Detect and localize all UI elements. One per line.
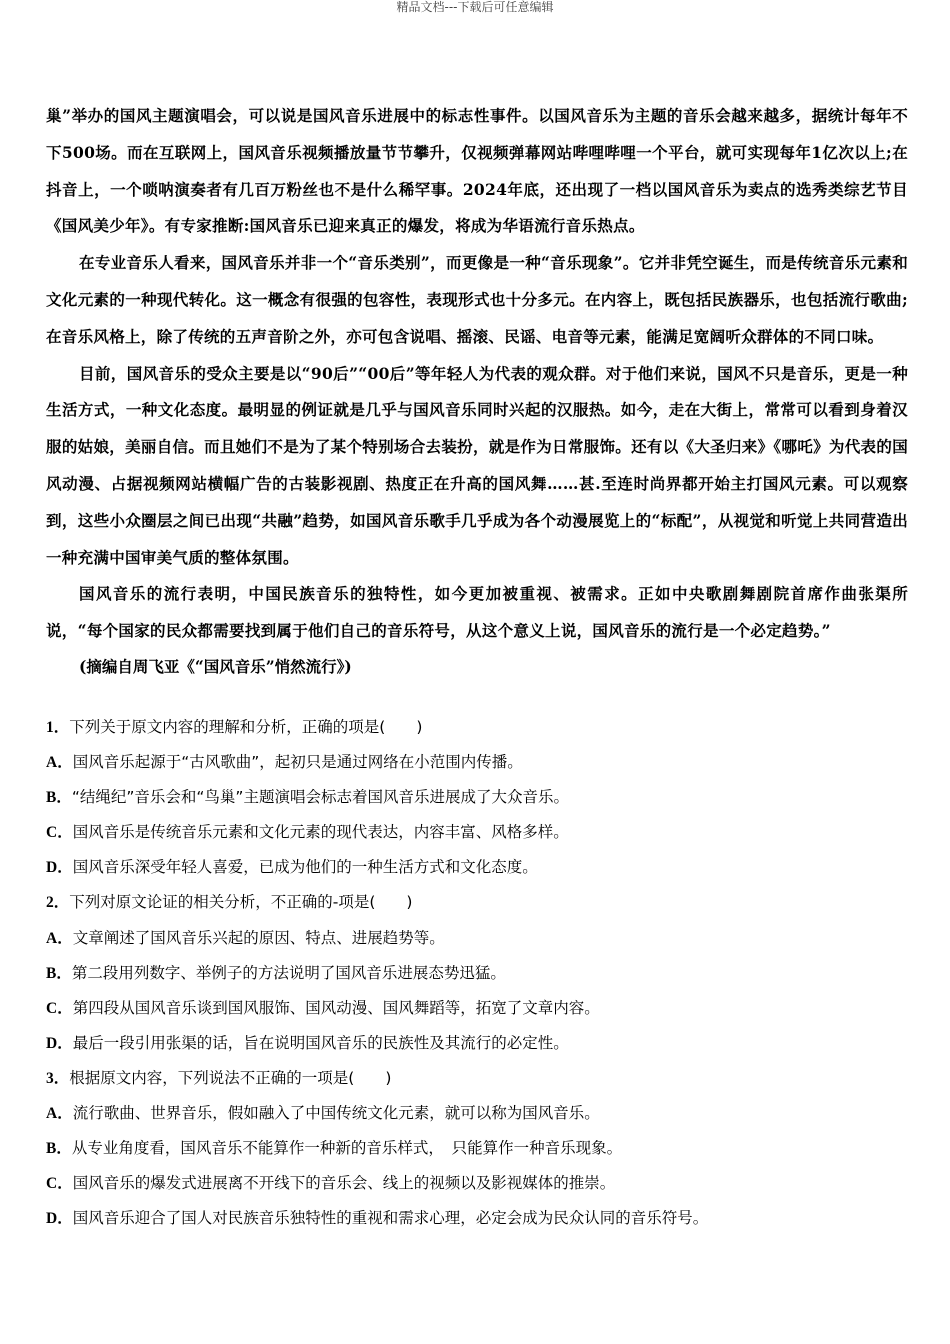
option-letter: B． <box>46 1140 72 1158</box>
paragraph-1: 巢”举办的国风主题演唱会，可以说是国风音乐进展中的标志性事件。以国风音乐为主题的音乐会越来越多，据统计每年不下500场。而在互联网上，国风音乐视频播放量节节攀升，仅视频弹幕网站哔哩哔哩一个平台，就可实现每年1亿次以上;在抖音上，一个唢呐演奏者有几百万粉丝也不是什么稀罕事。2024年底，还出现了一档以国风音乐为卖点的选秀类综艺节目《国风美少年》。有专家推断:国风音乐已迎来真正的爆发，将成为华语流行音乐热点。 <box>46 106 908 236</box>
option-text: 最后一段引用张渠的话，旨在说明国风音乐的民族性及其流行的必定性。 <box>72 1033 569 1052</box>
option-text: 国风音乐是传统音乐元素和文化元素的现代表达，内容丰富、风格多样。 <box>72 823 569 842</box>
option <box>46 850 908 885</box>
option-letter: B． <box>46 789 72 807</box>
option-letter: B． <box>46 964 72 982</box>
option-letter: C． <box>46 999 73 1017</box>
option-letter: D． <box>46 1034 73 1052</box>
option-letter: A． <box>46 1105 73 1123</box>
option <box>46 815 908 850</box>
option-text: 流行歌曲、世界音乐，假如融入了中国传统文化元素，就可以称为国风音乐。 <box>72 1104 600 1123</box>
option <box>46 745 908 780</box>
option-letter: A． <box>46 929 73 947</box>
option-letter: D． <box>46 859 73 877</box>
option-letter: D． <box>46 1210 73 1228</box>
question-number: 2． <box>46 894 70 912</box>
question-stem <box>46 710 908 745</box>
option-text: 国风音乐迎合了国人对民族音乐独特性的重视和需求心理，必定会成为民众认同的音乐符号。 <box>72 1209 709 1228</box>
option-text: 国风音乐起源于“古风歌曲”，起初只是通过网络在小范围内传播。 <box>72 753 523 772</box>
option-text: “结绳纪”音乐会和“鸟巢”主题演唱会标志着国风音乐进展成了大众音乐。 <box>71 788 569 807</box>
question-text: 根据原文内容，下列说法不正确的一项是( ) <box>69 1068 392 1087</box>
option-letter: C． <box>46 824 73 842</box>
option-text: 国风音乐的爆发式进展离不开线下的音乐会、线上的视频以及影视媒体的推崇。 <box>72 1174 616 1193</box>
paragraph-2: 在专业音乐人看来，国风音乐并非一个“音乐类别”，而更像是一种“音乐现象”。它并非凭空诞生，而是传统音乐元素和文化元素的一种现代转化。这一概念有很强的包容性，表现形式也十分多元。在内容上，既包括民族器乐，也包括流行歌曲;在音乐风格上，除了传统的五声音阶之外，亦可包含说唱、摇滚、民谣、电音等元素，能满足宽阔听众群体的不同口味。 <box>46 253 908 346</box>
option-text: 国风音乐深受年轻人喜爱，已成为他们的一种生活方式和文化态度。 <box>72 858 538 877</box>
question-stem <box>46 1061 908 1096</box>
option-text: 第二段用列数字、举例子的方法说明了国风音乐进展态势迅猛。 <box>71 963 506 982</box>
option <box>46 1201 908 1236</box>
option <box>46 780 908 815</box>
option <box>46 1131 908 1166</box>
option <box>46 1026 908 1061</box>
option-text: 文章阐述了国风音乐兴起的原因、特点、进展趋势等。 <box>72 928 445 947</box>
option <box>46 921 908 956</box>
question-text: 下列关于原文内容的理解和分析，正确的项是( ) <box>69 718 423 736</box>
article-source: (摘编自周飞亚《“国风音乐”悄然流行》) <box>79 656 352 676</box>
question-stem <box>46 885 908 920</box>
option <box>46 1096 908 1131</box>
option <box>46 991 908 1026</box>
question-list <box>46 710 908 1236</box>
option <box>46 956 908 991</box>
option-letter: C． <box>46 1175 73 1193</box>
option-text: 从专业角度看，国风音乐不能算作一种新的音乐样式， 只能算作一种音乐现象。 <box>71 1139 623 1158</box>
option-text: 第四段从国风音乐谈到国风服饰、国风动漫、国风舞蹈等，拓宽了文章内容。 <box>72 998 600 1017</box>
article-body <box>46 98 908 684</box>
paragraph-4: 国风音乐的流行表明，中国民族音乐的独特性，如今更加被重视、被需求。正如中央歌剧舞剧院首席作曲张渠所说，“每个国家的民众都需要找到属于他们自己的音乐符号，从这个意义上说，国风音乐的流行是一个必定趋势。” <box>46 584 908 641</box>
question-text: 下列对原文论证的相关分析，不正确的-项是( ) <box>69 893 413 912</box>
question-number: 1． <box>46 719 70 736</box>
option-letter: A． <box>46 754 73 772</box>
question-number: 3． <box>46 1069 70 1087</box>
option <box>46 1166 908 1201</box>
paragraph-3: 目前，国风音乐的受众主要是以“90后”“00后”等年轻人为代表的观众群。对于他们来说，国风不只是音乐，更是一种生活方式，一种文化态度。最明显的例证就是几乎与国风音乐同时兴起的汉服热。如今，走在大街上，常常可以看到身着汉服的姑娘，美丽自信。而且她们不是为了某个特别场合去装扮，就是作为日常服饰。还有以《大圣归来》《哪吒》为代表的国风动漫、占据视频网站横幅广告的古装影视剧、热度正在升高的国风舞……甚.至连时尚界都开始主打国风元素。可以观察到，这些小众圈层之间已出现“共融”趋势，如国风音乐歌手几乎成为各个动漫展览上的“标配”，从视觉和听觉上共同营造出一种充满中国审美气质的整体氛围。 <box>46 363 908 567</box>
page-header: 精品文档---下载后可任意编辑 <box>396 0 554 14</box>
